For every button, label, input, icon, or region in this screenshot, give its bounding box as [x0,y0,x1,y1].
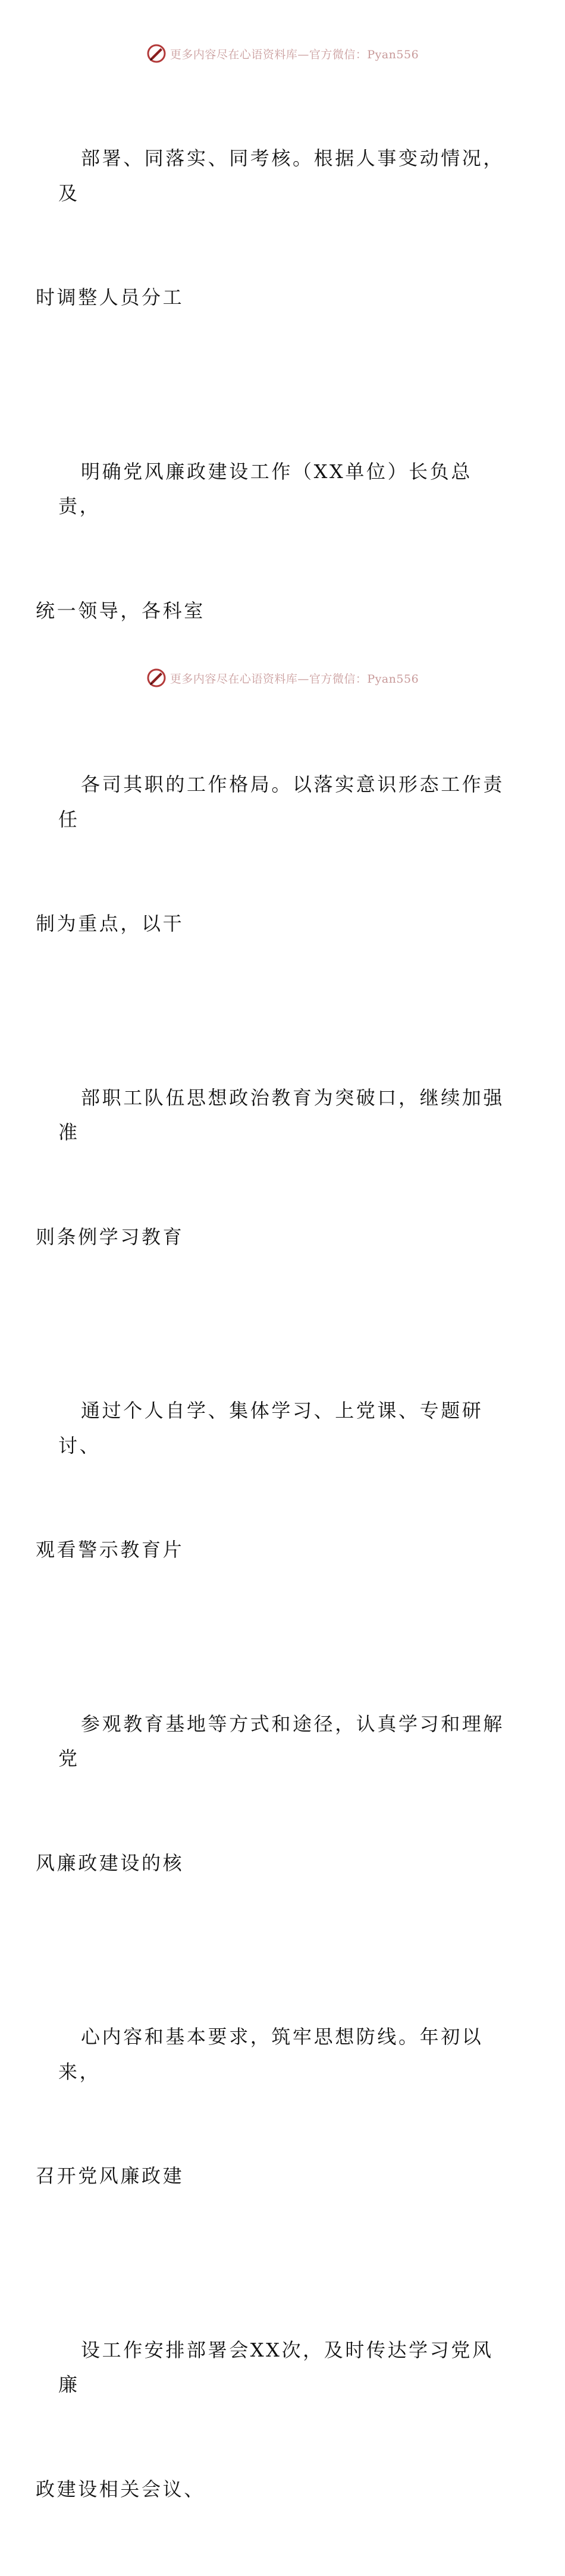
paragraph-line: 制为重点，以干 [58,906,510,941]
paragraph [58,1950,510,2263]
paragraph-line: 风廉政建设的核 [58,1846,510,1881]
header-watermark-text: 更多内容尽在心语资料库—官方微信：Pyan556 [170,46,419,62]
header-watermark-banner [0,42,565,65]
brand-logo-icon [146,668,167,688]
paragraph-line: 通过个人自学、集体学习、上党课、专题研讨、 [58,1393,510,1463]
paragraph-line: 统一领导，各科室 [58,593,510,629]
paragraph [58,1324,510,1637]
paragraph [58,1637,510,1950]
paragraph-line: 参观教育基地等方式和途径，认真学习和理解党 [58,1707,510,1776]
footer-watermark-text: 更多内容尽在心语资料库—官方微信：Pyan556 [170,670,419,686]
document-body [58,71,510,2576]
paragraph [58,1011,510,1324]
footer-watermark-banner [0,666,565,690]
paragraph-line: 心内容和基本要求，筑牢思想防线。年初以来， [58,2019,510,2089]
paragraph [58,385,510,698]
paragraph-line: 召开党风廉政建 [58,2159,510,2194]
paragraph-line: 观看警示教育片 [58,1532,510,1567]
paragraph-line: 部职工队伍思想政治教育为突破口，继续加强准 [58,1080,510,1150]
paragraph-line: 政建设相关会议、 [58,2472,510,2507]
paragraph-line: 各司其职的工作格局。以落实意识形态工作责任 [58,767,510,837]
paragraph-line: 设工作安排部署会XX次，及时传达学习党风廉 [58,2333,510,2402]
brand-logo-icon [146,43,167,64]
paragraph [58,698,510,1011]
paragraph-line: 明确党风廉政建设工作（XX单位）长负总责， [58,454,510,524]
paragraph [58,71,510,385]
paragraph-line: 则条例学习教育 [58,1220,510,1255]
paragraph-line: 部署、同落实、同考核。根据人事变动情况，及 [58,141,510,211]
paragraph-line: 时调整人员分工 [58,280,510,315]
paragraph [58,2263,510,2576]
